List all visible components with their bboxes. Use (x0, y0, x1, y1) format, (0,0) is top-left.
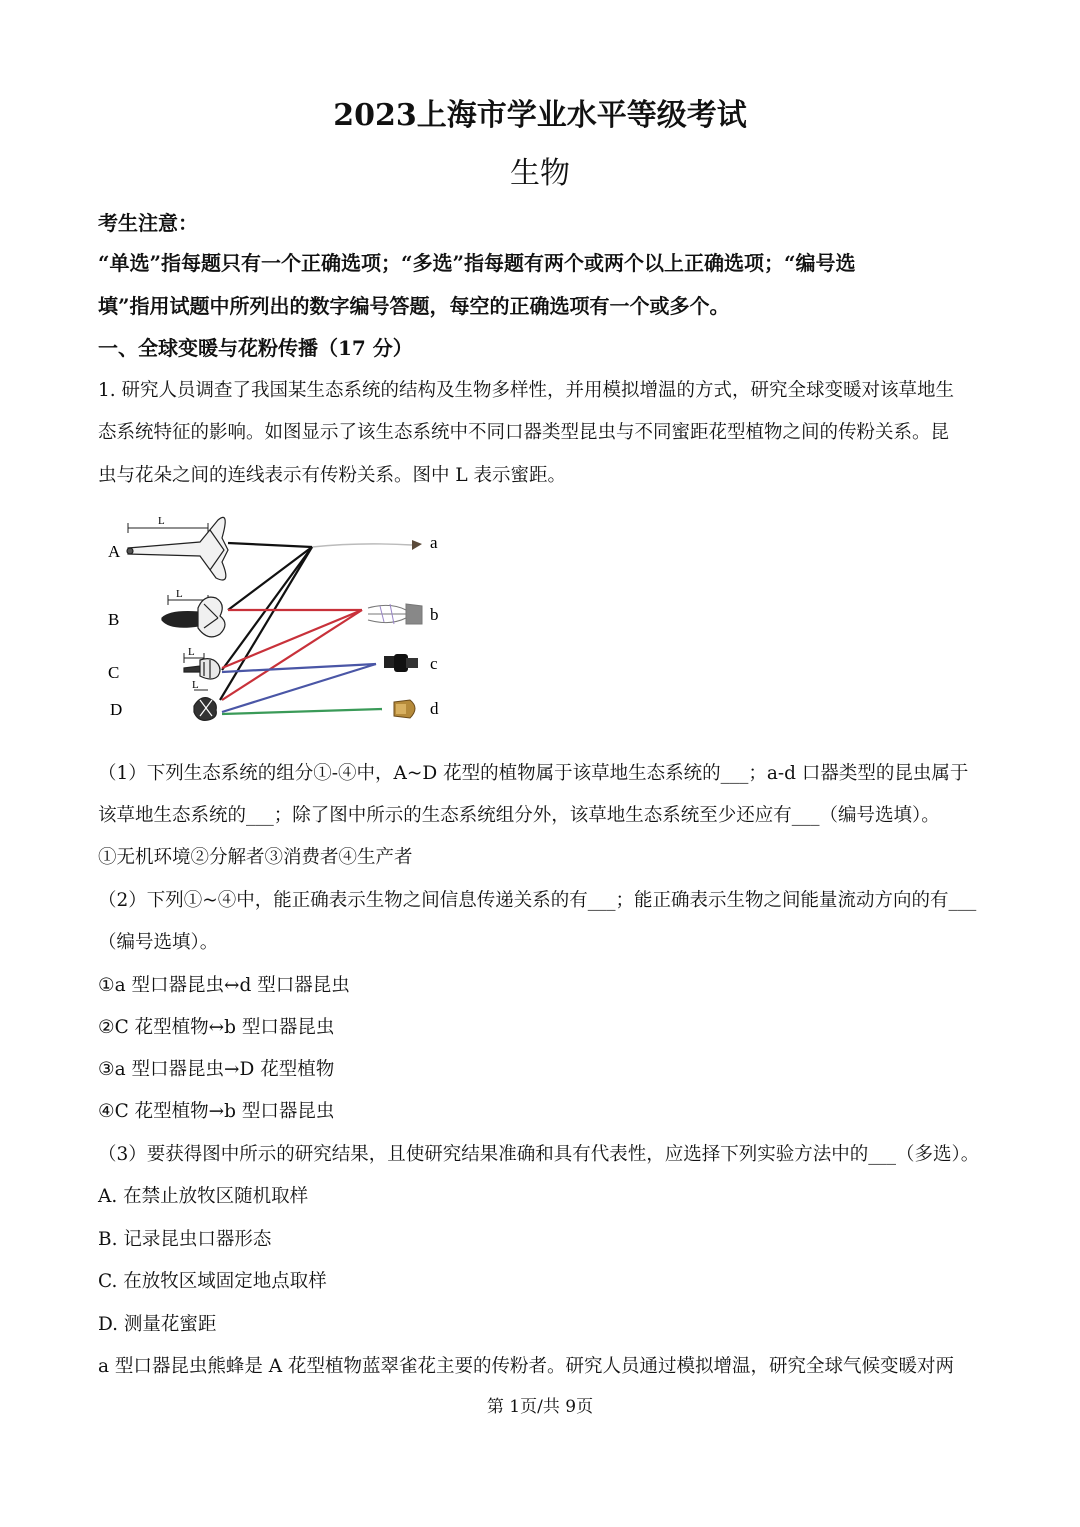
notice-line-1: “单选”指每题只有一个正确选项；“多选”指每题有两个或两个以上正确选项；“编号选 (98, 251, 856, 275)
part3-line: （3）要获得图中所示的研究结果，且使研究结果准确和具有代表性，应选择下列实验方法中的___（多选）。 (98, 1144, 980, 1165)
link-C-b (222, 610, 362, 668)
q1-stem-line-2: 态系统特征的影响。如图显示了该生态系统中不同口器类型昆虫与不同蜜距花型植物之间的传粉关系。昆 (98, 422, 950, 443)
flower-A-icon (127, 517, 228, 580)
insect-d-icon (394, 700, 415, 718)
flower-D-icon (194, 698, 216, 721)
option-B: B. 记录昆虫口器形态 (98, 1229, 272, 1250)
notice-line-2: 填”指用试题中所列出的数字编号答题，每空的正确选项有一个或多个。 (98, 294, 730, 318)
L-label-C: L (188, 646, 195, 658)
page-number: 第 1页/共 9页 (486, 1397, 594, 1417)
plant-label-A: A (108, 542, 121, 561)
section-heading: 一、全球变暖与花粉传播（17 分） (98, 336, 413, 360)
part2-choice-1: ①a 型口器昆虫↔d 型口器昆虫 (98, 975, 350, 996)
subject-title: 生物 (510, 156, 570, 191)
part2-line-1: （2）下列①~④中，能正确表示生物之间信息传递关系的有___；能正确表示生物之间能量流动方向的有___ (98, 890, 977, 911)
link-D-d (222, 709, 382, 714)
part2-choice-3: ③a 型口器昆虫→D 花型植物 (98, 1059, 335, 1080)
continuation-line: a 型口器昆虫熊蜂是 A 花型植物蓝翠雀花主要的传粉者。研究人员通过模拟增温，研究全球气候变暖对两 (98, 1356, 955, 1377)
part2-choice-2: ②C 花型植物↔b 型口器昆虫 (98, 1017, 335, 1038)
option-A: A. 在禁止放牧区随机取样 (98, 1186, 309, 1207)
part1-line-2: 该草地生态系统的___；除了图中所示的生态系统组分外，该草地生态系统至少还应有___（编号选填）。 (98, 805, 940, 826)
link-D-a (220, 547, 312, 700)
exam-title: 2023上海市学业水平等级考试 (333, 98, 747, 133)
insect-c-icon (384, 654, 418, 672)
q1-stem-line-1: 1. 研究人员调查了我国某生态系统的结构及生物多样性，并用模拟增温的方式，研究全球变暖对该草地生 (98, 380, 955, 401)
insect-a-icon (312, 540, 422, 550)
q1-stem-line-3: 虫与花朵之间的连线表示有传粉关系。图中 L 表示蜜距。 (98, 465, 567, 486)
L-label-D: L (192, 679, 199, 691)
flower-B-icon (162, 597, 225, 637)
option-D: D. 测量花蜜距 (98, 1314, 217, 1335)
L-label-B: L (176, 588, 183, 600)
part1-choices: ①无机环境②分解者③消费者④生产者 (98, 847, 413, 868)
L-label-A: L (158, 515, 165, 527)
link-B-a (228, 547, 312, 610)
flower-C-icon (184, 659, 220, 679)
insect-b-icon (368, 604, 422, 624)
link-A-a (228, 543, 312, 547)
pollination-figure (100, 500, 460, 730)
notice-heading: 考生注意： (98, 211, 198, 235)
insect-label-d: d (430, 699, 439, 718)
insect-label-a: a (430, 533, 438, 552)
part2-choice-4: ④C 花型植物→b 型口器昆虫 (98, 1101, 335, 1122)
insect-label-b: b (430, 605, 439, 624)
part1-line-1: （1）下列生态系统的组分①-④中，A~D 花型的植物属于该草地生态系统的___；a-d 口器类型的昆虫属于 (98, 763, 969, 784)
plant-label-B: B (108, 610, 120, 629)
plant-label-C: C (108, 663, 120, 682)
plant-label-D: D (110, 700, 123, 719)
option-C: C. 在放牧区域固定地点取样 (98, 1271, 327, 1292)
link-D-b (222, 610, 362, 700)
insect-label-c: c (430, 654, 438, 673)
part2-line-2: （编号选填）。 (98, 932, 219, 953)
